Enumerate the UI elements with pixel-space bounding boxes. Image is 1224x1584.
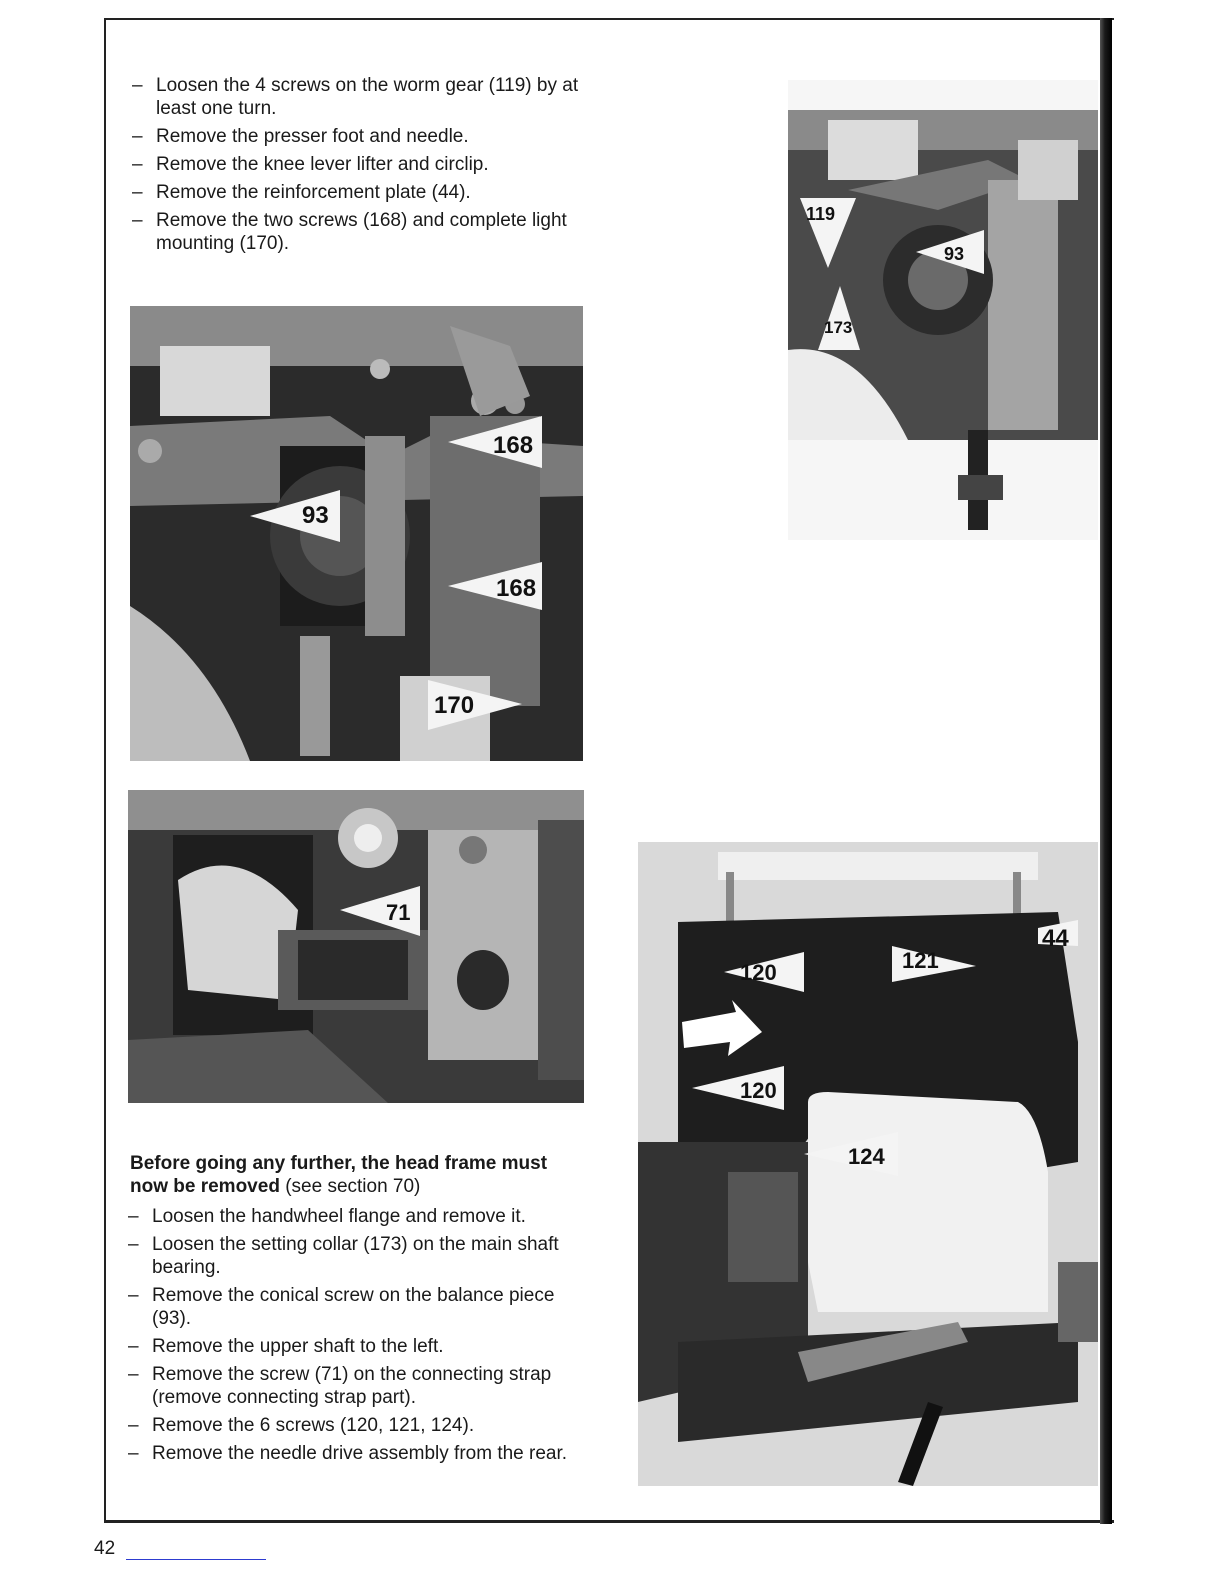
callout-label: 71 [386, 900, 411, 925]
dash: – [128, 1443, 139, 1464]
dash: – [132, 154, 143, 175]
note-bold: Before going any further, the head frame must now be removed [130, 1153, 548, 1197]
dash: – [128, 1336, 139, 1357]
head-frame-note [130, 1152, 590, 1198]
list-item [132, 209, 592, 255]
step-text: Remove the screw (71) on the connecting strap (remove connecting strap part). [152, 1364, 552, 1408]
list-item [128, 1414, 598, 1437]
callout-label: 93 [944, 244, 965, 264]
callout-label: 120 [740, 1078, 777, 1103]
dash: – [128, 1415, 139, 1436]
step-text: Loosen the 4 screws on the worm gear (119) by at least one turn. [156, 75, 579, 119]
step-text: Remove the knee lever lifter and circlip. [156, 154, 489, 175]
dash: – [128, 1364, 139, 1385]
dash: – [128, 1234, 139, 1255]
list-item [128, 1205, 598, 1228]
step-text: Loosen the setting collar (173) on the main shaft bearing. [152, 1234, 559, 1278]
step-text: Remove the needle drive assembly from the rear. [152, 1443, 568, 1464]
dash: – [132, 126, 143, 147]
callout-label: 93 [302, 502, 329, 529]
dash: – [128, 1285, 139, 1306]
list-item [132, 153, 592, 176]
dash: – [132, 210, 143, 231]
callout-label: 170 [434, 692, 475, 719]
footer-rule [126, 1559, 266, 1560]
bottom-steps-list [128, 1205, 598, 1470]
step-text: Remove the 6 screws (120, 121, 124). [152, 1415, 475, 1436]
step-text: Remove the presser foot and needle. [156, 126, 469, 147]
list-item [128, 1284, 598, 1330]
list-item [128, 1335, 598, 1358]
note-rest: (see section 70) [279, 1176, 421, 1197]
callout-label: 120 [740, 960, 777, 985]
step-text: Remove the conical screw on the balance piece (93). [152, 1285, 555, 1329]
page-number: 42 [94, 1538, 116, 1559]
photo-front-view [788, 80, 1098, 540]
photo-frame-rear-image [638, 842, 1098, 1486]
list-item [128, 1363, 598, 1409]
callout-label: 119 [806, 204, 836, 224]
photo-shaft-closeup-image [128, 790, 584, 1103]
step-text: Remove the upper shaft to the left. [152, 1336, 444, 1357]
list-item [132, 181, 592, 204]
list-item [132, 125, 592, 148]
dash: – [128, 1206, 139, 1227]
callout-label: 121 [902, 948, 939, 973]
callout-label: 44 [1042, 925, 1069, 952]
list-item [132, 74, 592, 120]
callout-label: 168 [496, 575, 537, 602]
callout-label: 124 [848, 1144, 885, 1169]
list-item [128, 1442, 598, 1465]
top-steps-list [132, 74, 592, 260]
photo-frame-rear [638, 842, 1098, 1486]
step-text: Remove the reinforcement plate (44). [156, 182, 471, 203]
callout-label: 173 [824, 318, 853, 337]
list-item [128, 1233, 598, 1279]
dash: – [132, 75, 143, 96]
binding-edge [1100, 18, 1112, 1524]
step-text: Loosen the handwheel flange and remove it. [152, 1206, 526, 1227]
photo-front-view-image [788, 80, 1098, 540]
photo-head-mechanism-image [130, 306, 583, 761]
photo-shaft-closeup [128, 790, 584, 1103]
photo-head-mechanism [130, 306, 583, 761]
dash: – [132, 182, 143, 203]
step-text: Remove the two screws (168) and complete light mounting (170). [156, 210, 567, 254]
callout-label: 168 [493, 432, 534, 459]
